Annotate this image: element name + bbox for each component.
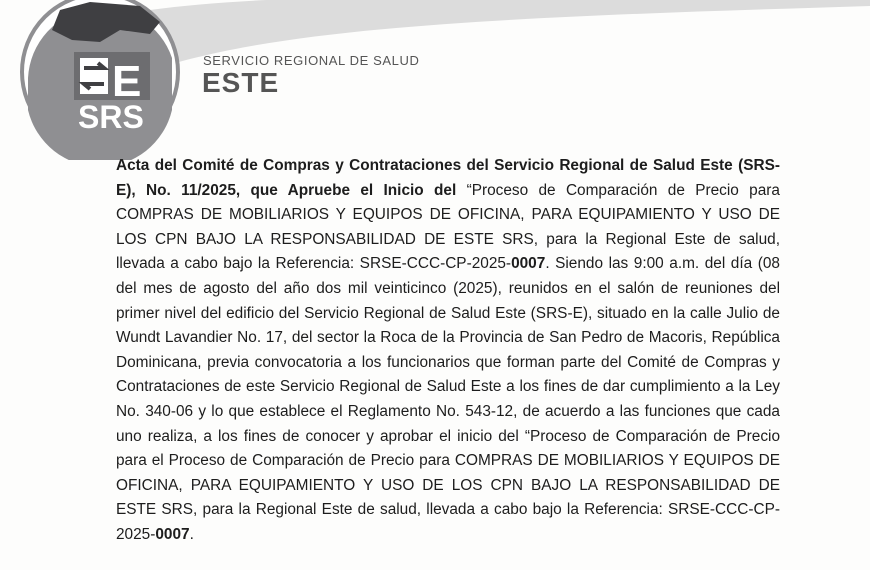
org-name-line1: SERVICIO REGIONAL DE SALUD <box>203 53 420 68</box>
reference-number-2: 0007 <box>155 525 190 543</box>
reference-number-1: 0007 <box>511 255 546 273</box>
acta-text-part2: . Siendo las 9:00 a.m. del día (08 del mes de agosto del año dos mil veinticinco (2025), reunidos en el salón de reuniones del primer nivel del edificio del Servicio Regional de Salud Este (SRS-E), situado en la calle Julio de Wundt Lavandier No. 17, del sector la Roca de la Provincia de San Pedro de Macoris, República Dominicana, previa convocatoria a los funcionarios que forman parte del Comité de Compras y Contrataciones de este Servicio Regional de Salud Este a los fines de dar cumplimiento a la Ley No. 340-06 y lo que establece el Reglamento No. 543-12, de acuerdo a las funciones que cada uno realiza, a los fines de conocer y aprobar el inicio del “Proceso de Comparación de Precio para el Proceso de Comparación de Precio para COMPRAS DE MOBILIARIOS Y EQUIPOS DE OFICINA, PARA EQUIPAMIENTO Y USO DE LOS CPN BAJO LA RESPONSABILIDAD DE ESTE SRS, para la Regional Este de salud, llevada a cabo bajo la Referencia: SRSE-CCC-CP-2025- <box>116 255 780 543</box>
logo-letter-e: E <box>112 57 142 106</box>
acta-paragraph <box>116 154 780 548</box>
acta-title: Acta del Comité de Compras y Contrataciones del Servicio Regional de Salud Este (SRS-E), No. 11/2025, que Apruebe el Inicio del <box>116 157 780 199</box>
logo-letters-srs: SRS <box>78 99 144 135</box>
org-name-line2: ESTE <box>202 67 280 98</box>
document-header <box>0 0 870 160</box>
srs-logo <box>0 0 870 160</box>
acta-text-end: . <box>189 525 194 543</box>
acta-text-part1: “Proceso de Comparación de Precio para COMPRAS DE MOBILIARIOS Y EQUIPOS DE OFICINA, PARA EQUIPAMIENTO Y USO DE LOS CPN BAJO LA RESPONSABILIDAD DE ESTE SRS, para la Regional Este de salud, llevada a cabo bajo la Referencia: SRSE-CCC-CP-2025- <box>116 181 780 273</box>
